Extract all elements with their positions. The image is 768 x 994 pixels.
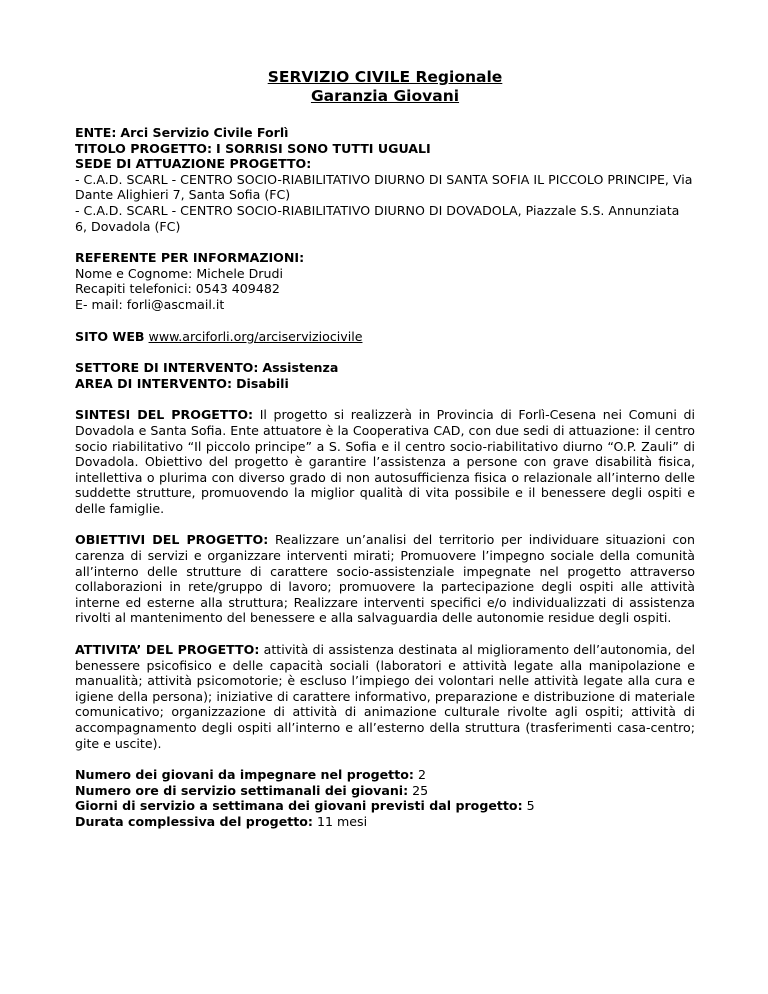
sito-label: SITO WEB [75,328,145,344]
document-subtitle: Garanzia Giovani [310,87,460,105]
sito-link[interactable]: www.arciforli.org/arciserviziocivile [148,328,363,344]
attivita-text: attività di assistenza destinata al miglioramento dell’autonomia, del benessere psicofisico e delle capacità sociali (laboratori e attività legate alla manipolazione e manualità; attività psicomotorie; è escluso l’impiego dei volontari nelle attività legate alla cura e igiene della persona); iniziative di carattere informativo, preparazione e distribuzione di materiale comunicativo; organizzazione di attività di animazione culturale rivolte agli ospiti; attività di accompagnamento degli ospiti all’interno e all’esterno della struttura (trasferimenti casa-centro; gite e uscite). [75,642,696,751]
durata-value: 11 mesi [316,813,368,829]
ente-value: Arci Servizio Civile Forlì [120,125,289,140]
settore-label: SETTORE DI INTERVENTO: [75,360,259,376]
giorni-value: 5 [526,798,535,814]
settore-value: Assistenza [262,360,339,376]
document-title: SERVIZIO CIVILE Regionale [267,68,503,86]
sintesi-section [75,407,695,516]
durata-line [75,814,695,830]
ore-label: Numero ore di servizio settimanali dei giovani: [75,782,409,798]
giovani-label: Numero dei giovani da impegnare nel progetto: [75,767,414,783]
ente-line [75,125,695,141]
referente-telefono: Recapiti telefonici: 0543 409482 [75,281,280,297]
referente-section [75,250,695,312]
settore-section [75,360,695,391]
titolo-line [75,141,695,157]
document-page [75,68,695,846]
referente-label: REFERENTE PER INFORMAZIONI: [75,250,305,266]
titolo-value: I SORRISI SONO TUTTI UGUALI [216,140,431,156]
obiettivi-label: OBIETTIVI DEL PROGETTO: [75,532,269,548]
giorni-line [75,798,695,814]
giovani-line [75,767,695,783]
settore-line [75,360,695,376]
ore-line [75,783,695,799]
sintesi-label: SINTESI DEL PROGETTO: [75,407,254,423]
attivita-section [75,642,695,751]
project-info-section [75,125,695,234]
obiettivi-section [75,532,695,626]
sede-label: SEDE DI ATTUAZIONE PROGETTO: [75,156,312,172]
area-line [75,376,695,392]
sede-item: - C.A.D. SCARL - CENTRO SOCIO-RIABILITATIVO DIURNO DI DOVADOLA, Piazzale S.S. Annunziata 6, Dovadola (FC) [75,202,680,234]
sede-item: - C.A.D. SCARL - CENTRO SOCIO-RIABILITATIVO DIURNO DI SANTA SOFIA IL PICCOLO PRINCIPE, Via Dante Alighieri 7, Santa Sofia (FC) [75,171,693,203]
sintesi-text: Il progetto si realizzerà in Provincia di Forlì-Cesena nei Comuni di Dovadola e Santa Sofia. Ente attuatore è la Cooperativa CAD, con due sedi di attuazione: il centro socio riabilitativo “Il piccolo principe” a S. Sofia e il centro socio-riabilitativo diurno “O.P. Zauli” di Dovadola. Obiettivo del progetto è garantire l’assistenza a persone con grave disabilità fisica, intellettiva o plurima con diverso grado di non autosufficienza fisica o relazionale all’interno delle suddette strutture, promuovendo la miglior qualità di vita possibile e il benessere degli ospiti e delle famiglie. [75,407,695,516]
area-label: AREA DI INTERVENTO: [75,375,233,391]
obiettivi-text: Realizzare un’analisi del territorio per individuare situazioni con carenza di servizi e organizzare interventi mirati; Promuovere l’impegno sociale della comunità all’interno delle strutture di carattere socio-assistenziale impegnate nel progetto attraverso collaborazioni in rete/gruppo di lavoro; promuovere la partecipazione degli ospiti alle attività interne ed esterne alla struttura; Realizzare interventi specifici e/o individualizzati di assistenza rivolti al mantenimento del benessere e alla salvaguardia delle autonomie residue degli ospiti. [75,532,695,626]
sito-section [75,329,695,345]
referente-nome: Nome e Cognome: Michele Drudi [75,265,283,281]
durata-label: Durata complessiva del progetto: [75,813,313,829]
giovani-value: 2 [417,767,426,783]
attivita-label: ATTIVITA’ DEL PROGETTO: [75,642,260,658]
referente-email: E- mail: forli@ascmail.it [75,296,225,312]
titolo-label: TITOLO PROGETTO: [75,140,213,156]
document-header [75,68,695,106]
ente-label: ENTE: [75,125,117,140]
area-value: Disabili [236,375,289,391]
ore-value: 25 [412,782,429,798]
dettagli-section [75,767,695,829]
giorni-label: Giorni di servizio a settimana dei giovani previsti dal progetto: [75,798,523,814]
